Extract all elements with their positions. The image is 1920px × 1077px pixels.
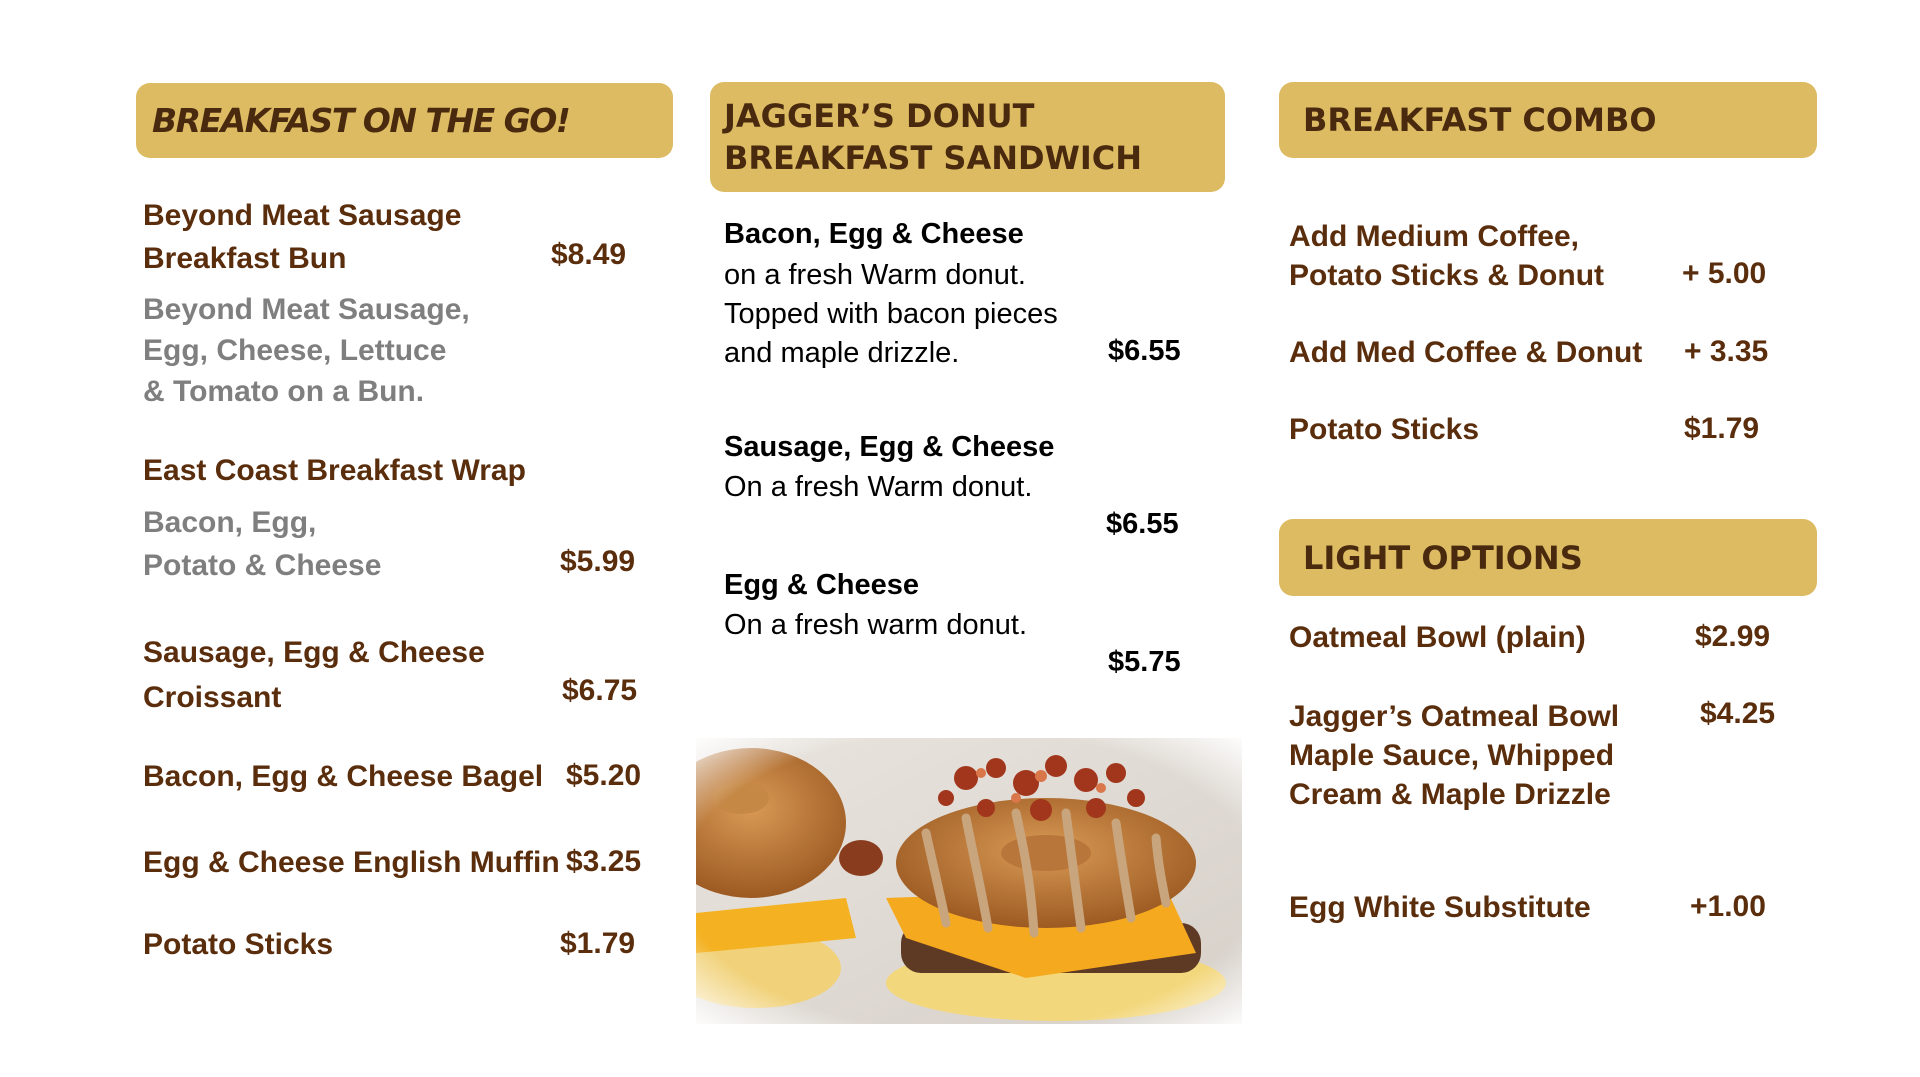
menu-item-name: Oatmeal Bowl (plain) (1289, 621, 1586, 654)
menu-item-name: Potato Sticks (1289, 413, 1480, 446)
menu-item-price: $6.55 (1106, 508, 1179, 540)
menu-item-name: Egg & Cheese (724, 569, 919, 601)
menu-item-name: Sausage, Egg & Cheese (724, 431, 1055, 463)
menu-item-price: $4.25 (1700, 697, 1776, 730)
menu-item-description: On a fresh Warm donut. (724, 471, 1033, 503)
menu-item-price: $5.75 (1108, 646, 1181, 678)
menu-item-price: $6.55 (1108, 335, 1181, 367)
menu-item-price: + 3.35 (1684, 335, 1769, 368)
menu-item-description: Beyond Meat Sausage, Egg, Cheese, Lettuce & Tomato on a Bun. (143, 293, 470, 408)
menu-item-price: $1.79 (1684, 412, 1760, 445)
menu-item-price: $5.20 (566, 759, 642, 792)
menu-item-name: Bacon, Egg & Cheese Bagel (143, 760, 544, 793)
menu-item-name: Egg White Substitute (1289, 891, 1591, 924)
section-header-light-options (1279, 519, 1817, 596)
menu-item-name: Egg & Cheese English Muffin (143, 846, 560, 879)
menu-item-name: Jagger’s Oatmeal Bowl Maple Sauce, Whipped Cream & Maple Drizzle (1289, 700, 1620, 811)
section-header-breakfast-on-the-go (136, 83, 673, 158)
menu-item-name: Add Med Coffee & Donut (1289, 336, 1643, 369)
menu-item-price: +1.00 (1690, 890, 1766, 923)
section-title: LIGHT OPTIONS (1303, 538, 1583, 577)
menu-item-price: $2.99 (1695, 620, 1771, 653)
menu-item-name: East Coast Breakfast Wrap (143, 454, 526, 487)
menu-item-price: $5.99 (560, 545, 636, 578)
menu-item-name: Add Medium Coffee, Potato Sticks & Donut (1289, 220, 1605, 292)
menu-item-price: $8.49 (551, 238, 627, 271)
menu-item-name: Beyond Meat Sausage Breakfast Bun (143, 199, 462, 275)
section-title-line-1: JAGGER’S DONUT (724, 97, 1035, 135)
menu-item-price: + 5.00 (1682, 257, 1767, 290)
section-title: BREAKFAST COMBO (1303, 101, 1657, 139)
donut-breakfast-sandwich-photo (696, 738, 1242, 1024)
section-title-line-2: BREAKFAST SANDWICH (724, 139, 1143, 177)
menu-item-price: $1.79 (560, 927, 636, 960)
menu-item-name: Bacon, Egg & Cheese (724, 218, 1024, 250)
menu-item-name: Potato Sticks (143, 928, 334, 961)
menu-item-description: On a fresh warm donut. (724, 609, 1028, 641)
menu-item-name: Sausage, Egg & Cheese Croissant (143, 636, 485, 714)
section-title: BREAKFAST ON THE GO! (152, 101, 570, 140)
menu-item-price: $6.75 (562, 674, 638, 707)
section-header-donut-breakfast-sandwich (710, 82, 1225, 192)
menu-item-price: $3.25 (566, 845, 642, 878)
section-header-breakfast-combo (1279, 82, 1817, 158)
menu-item-description: on a fresh Warm donut. Topped with bacon pieces and maple drizzle. (724, 259, 1058, 369)
menu-item-description: Bacon, Egg, Potato & Cheese (143, 506, 382, 582)
